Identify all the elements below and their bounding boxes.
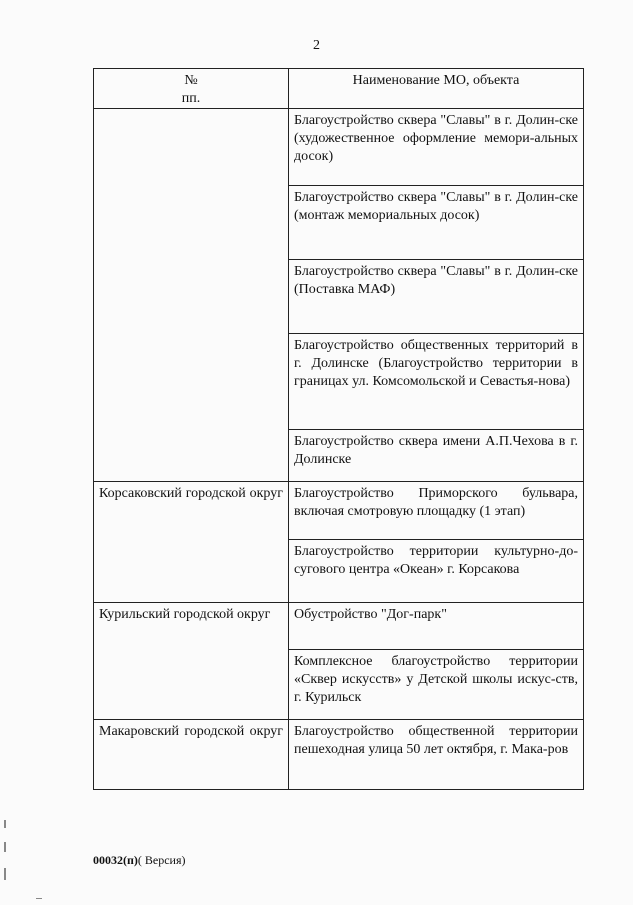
objects-table — [93, 68, 584, 790]
scan-speck — [4, 842, 6, 852]
object-cell: Благоустройство Приморского бульвара, включая смотровую площадку (1 этап) — [289, 482, 584, 540]
document-footer — [93, 853, 186, 868]
municipality-cell-kurilsk: Курильский городской округ — [94, 603, 289, 720]
header-number-label: № пп. — [181, 73, 201, 106]
object-cell: Благоустройство сквера имени А.П.Чехова в г. Долинске — [289, 430, 584, 482]
municipality-cell-dolinsk — [94, 109, 289, 482]
scan-speck — [36, 898, 42, 899]
header-name-label: Наименование МО, объекта — [352, 73, 520, 88]
footer-code: 00032(п) — [93, 853, 138, 867]
table-row — [94, 603, 584, 650]
municipality-cell-korsakov: Корсаковский городской округ — [94, 482, 289, 603]
object-cell: Благоустройство общественной территории пешеходная улица 50 лет октября, г. Мака-ров — [289, 720, 584, 790]
table-row — [94, 720, 584, 790]
page-number: 2 — [313, 38, 320, 53]
table-row — [94, 482, 584, 540]
header-name — [289, 69, 584, 109]
object-cell: Благоустройство общественных территорий в г. Долинске (Благоустройство территории в границах ул. Комсомольской и Севастья-нова) — [289, 334, 584, 430]
table-row — [94, 109, 584, 186]
object-cell: Благоустройство сквера "Славы" в г. Долин-ске (монтаж мемориальных досок) — [289, 186, 584, 260]
object-cell: Обустройство "Дог-парк" — [289, 603, 584, 650]
object-cell: Благоустройство сквера "Славы" в г. Долин-ске (художественное оформление мемори-альных досок) — [289, 109, 584, 186]
footer-version: ( Версия) — [137, 853, 186, 867]
header-number — [94, 69, 289, 109]
scan-speck — [4, 868, 6, 880]
municipality-cell-makarov: Макаровский городской округ — [94, 720, 289, 790]
object-cell: Благоустройство территории культурно-до-сугового центра «Океан» г. Корсакова — [289, 540, 584, 603]
object-cell: Благоустройство сквера "Славы" в г. Долин-ске (Поставка МАФ) — [289, 260, 584, 334]
table-header-row — [94, 69, 584, 109]
scan-speck — [4, 820, 6, 828]
object-cell: Комплексное благоустройство территории «Сквер искусств» у Детской школы искус-ств, г. Курильск — [289, 650, 584, 720]
